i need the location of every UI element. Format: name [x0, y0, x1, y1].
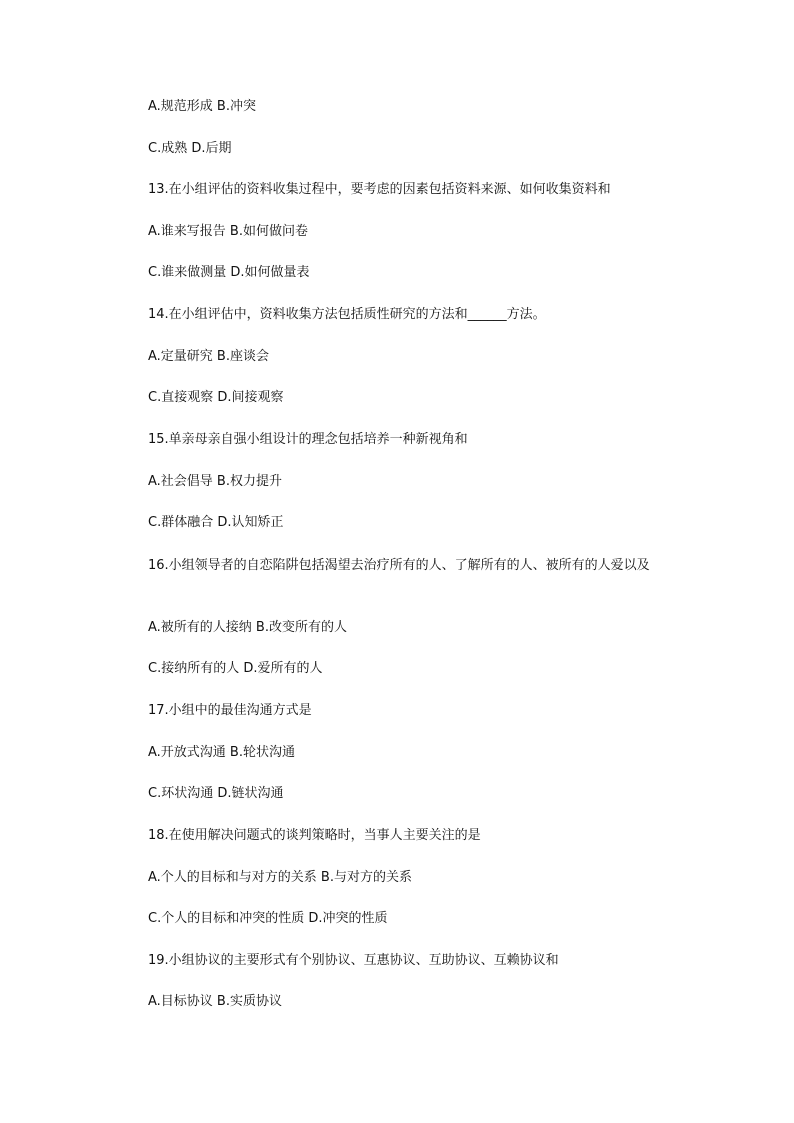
q16-options-cd: C.接纳所有的人 D.爱所有的人: [148, 661, 323, 676]
q13-options-ab: A.谁来写报告 B.如何做问卷: [148, 224, 308, 239]
q16-question: 16.小组领导者的自恋陷阱包括渴望去治疗所有的人、了解所有的人、被所有的人爱以及: [148, 558, 650, 573]
q12-options-cd: C.成熟 D.后期: [148, 141, 232, 156]
q14-options-cd: C.直接观察 D.间接观察: [148, 390, 284, 405]
q12-options-ab: A.规范形成 B.冲突: [148, 99, 256, 114]
q14-options-ab: A.定量研究 B.座谈会: [148, 349, 269, 364]
q18-options-ab: A.个人的目标和与对方的关系 B.与对方的关系: [148, 870, 412, 885]
q13-options-cd: C.谁来做测量 D.如何做量表: [148, 265, 310, 280]
q13-question: 13.在小组评估的资料收集过程中，要考虑的因素包括资料来源、如何收集资料和: [148, 182, 611, 197]
q18-options-cd: C.个人的目标和冲突的性质 D.冲突的性质: [148, 911, 388, 926]
q19-question: 19.小组协议的主要形式有个别协议、互惠协议、互助协议、互赖协议和: [148, 953, 559, 968]
q15-question: 15.单亲母亲自强小组设计的理念包括培养一种新视角和: [148, 432, 468, 447]
q19-options-ab: A.目标协议 B.实质协议: [148, 994, 282, 1009]
q17-question: 17.小组中的最佳沟通方式是: [148, 703, 312, 718]
q14-question: 14.在小组评估中，资料收集方法包括质性研究的方法和______方法。: [148, 307, 546, 322]
q15-options-ab: A.社会倡导 B.权力提升: [148, 474, 282, 489]
q17-options-cd: C.环状沟通 D.链状沟通: [148, 786, 284, 801]
q16-options-ab: A.被所有的人接纳 B.改变所有的人: [148, 620, 347, 635]
q18-question: 18.在使用解决问题式的谈判策略时，当事人主要关注的是: [148, 828, 481, 843]
q15-options-cd: C.群体融合 D.认知矫正: [148, 515, 284, 530]
q17-options-ab: A.开放式沟通 B.轮状沟通: [148, 745, 295, 760]
